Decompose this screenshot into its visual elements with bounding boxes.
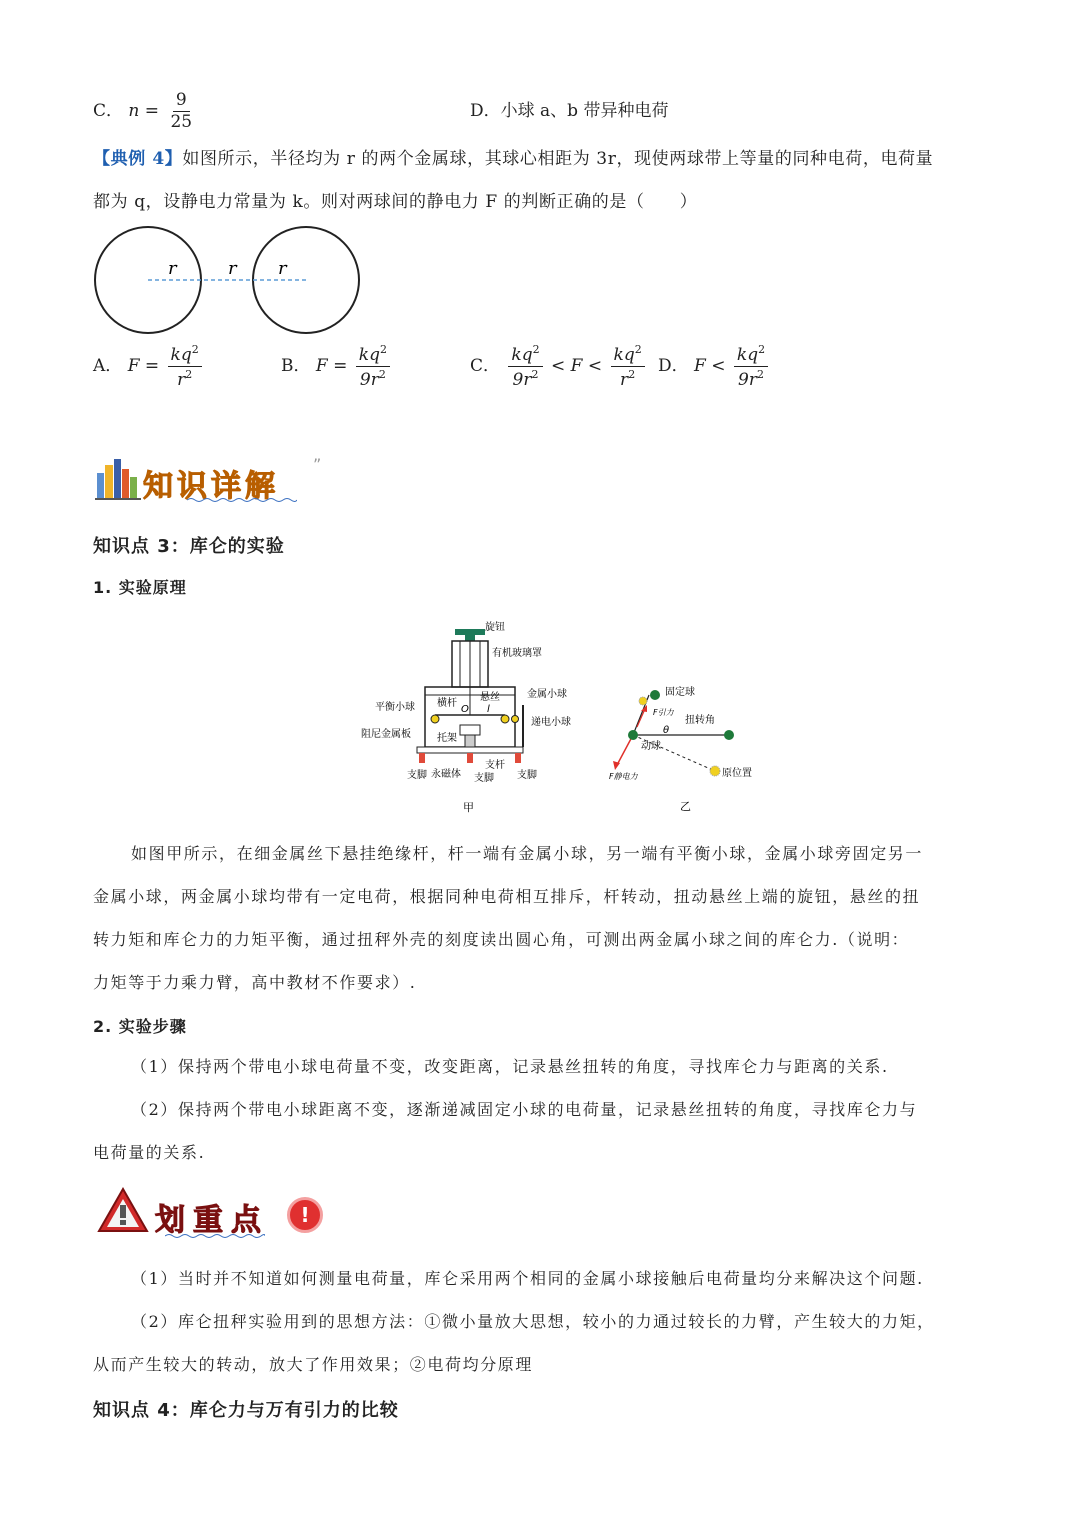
- denominator: 25: [170, 112, 193, 132]
- fraction: [734, 344, 768, 389]
- knowledge-banner-title: 知识详解: [143, 469, 279, 504]
- option-label: A．: [93, 356, 123, 376]
- label-l: l: [487, 704, 490, 715]
- label-fixed-ball: 固定球: [665, 687, 695, 698]
- option-d: [658, 344, 771, 389]
- numerator: [168, 344, 202, 367]
- variable-n: n: [128, 101, 140, 121]
- label-bracket: 托架: [437, 733, 457, 744]
- force-diagram: [605, 675, 770, 820]
- label-foot-mid: 支脚: [474, 773, 494, 784]
- prev-option-c: C． n = $\frac{9}{25}$: [93, 92, 198, 131]
- key-point-line: （2）库仑扭秤实验用到的思想方法：①微小量放大思想，较小的力通过较长的力臂，产生较大的力矩，: [131, 1312, 935, 1331]
- step-line: 电荷量的关系.: [93, 1143, 206, 1162]
- var-F: F: [570, 356, 583, 376]
- example4-line2: 都为 q，设静电力常量为 k。则对两球间的静电力 F 的判断正确的是（ ）: [93, 192, 698, 212]
- key-point-line: （1）当时并不知道如何测量电荷量，库仑采用两个相同的金属小球接触后电荷量均分来解决这个问题.: [131, 1269, 924, 1288]
- example4-line1: [93, 151, 933, 168]
- kp3-title: 知识点 3：库仑的实验: [93, 536, 285, 557]
- kp3-paragraph: [93, 832, 993, 1004]
- warning-icon: [97, 1187, 149, 1233]
- denominator: [510, 367, 542, 389]
- fraction: [167, 92, 195, 131]
- less-than: <: [711, 356, 726, 376]
- option-b: [281, 344, 393, 389]
- r: r: [177, 370, 186, 390]
- kq: kq: [736, 345, 759, 365]
- option-label: D．: [658, 356, 689, 376]
- label-crossbar: 横杆: [437, 698, 457, 709]
- exp: 2: [185, 368, 193, 381]
- kq: kq: [170, 345, 192, 365]
- denominator: [617, 367, 638, 389]
- numerator: [611, 344, 645, 367]
- radius-label-left: r: [168, 258, 177, 279]
- numerator: 9: [173, 92, 190, 112]
- option-label: C．: [470, 356, 501, 376]
- kp4-title: 知识点 4：库仑力与万有引力的比较: [93, 1400, 399, 1421]
- fraction-upper: [611, 344, 645, 389]
- exp: 2: [756, 368, 764, 381]
- equals: =: [144, 356, 160, 376]
- label-balance-ball: 平衡小球: [375, 702, 415, 713]
- denominator: [357, 367, 389, 389]
- numerator: [734, 344, 768, 367]
- gap-label: r: [228, 258, 237, 279]
- label-foot-left: 支脚: [407, 770, 427, 781]
- exp: 2: [758, 343, 766, 356]
- quote-icon: ”: [313, 455, 322, 474]
- label-moving-ball: 动球: [641, 741, 661, 752]
- r: r: [620, 370, 629, 390]
- var-F: F: [694, 356, 706, 376]
- kp3-sub1: 1. 实验原理: [93, 578, 187, 597]
- wavy-underline: [165, 1233, 265, 1239]
- var-F: F: [127, 356, 140, 376]
- kq: kq: [511, 345, 533, 365]
- torsion-balance-figure: [355, 615, 585, 820]
- option-a: [93, 344, 205, 389]
- two-spheres-figure: [90, 224, 370, 338]
- nine-r: 9r: [738, 370, 757, 390]
- numerator: [356, 344, 390, 367]
- fraction-lower: [508, 344, 542, 389]
- label-o: O: [461, 704, 469, 715]
- numerator: [508, 344, 542, 367]
- var-F: F: [315, 356, 328, 376]
- key-points-list: [93, 1257, 993, 1386]
- label-orig-pos: 原位置: [722, 768, 752, 779]
- less-than: <: [551, 356, 566, 376]
- label-f-gravity: F引力: [653, 708, 674, 717]
- exp: 2: [531, 368, 539, 381]
- label-cover: 有机玻璃罩: [492, 648, 542, 659]
- kq: kq: [358, 345, 380, 365]
- caption-jia: 甲: [463, 801, 474, 814]
- label-magnet: 永磁体: [431, 769, 461, 780]
- label-wire: 悬丝: [480, 692, 500, 703]
- wavy-underline: [187, 497, 297, 503]
- key-point-line: 从而产生较大的转动，放大了作用效果；②电荷均分原理: [93, 1355, 534, 1374]
- knowledge-banner: [95, 455, 345, 505]
- label-theta: θ: [663, 725, 670, 736]
- exp: 2: [628, 368, 636, 381]
- fraction: [168, 344, 202, 389]
- denominator: [735, 367, 767, 389]
- exp: 2: [634, 343, 642, 356]
- nine-r: 9r: [359, 370, 379, 390]
- equals: =: [333, 356, 348, 376]
- option-label: B．: [281, 356, 311, 376]
- kp3-sub2: 2. 实验步骤: [93, 1017, 187, 1036]
- label-f-electric: F静电力: [609, 772, 638, 781]
- step-line: （2）保持两个带电小球距离不变，逐渐递减固定小球的电荷量，记录悬丝扭转的角度，寻找库仑力与: [131, 1100, 918, 1119]
- label-metal-ball: 金属小球: [527, 689, 567, 700]
- example-text: 如图所示，半径均为 r 的两个金属球，其球心相距为 3r，现使两球带上等量的同种电荷，电荷量: [182, 149, 934, 169]
- books-icon: [95, 457, 141, 501]
- option-label: C．: [93, 101, 124, 121]
- option-c: [470, 344, 648, 389]
- para-line: 力矩等于力乘力臂，高中教材不作要求）.: [93, 973, 417, 992]
- para-line: 如图甲所示，在细金属丝下悬挂绝缘杆，杆一端有金属小球，另一端有平衡小球，金属小球旁固定另一: [131, 844, 924, 863]
- radius-label-right: r: [278, 258, 287, 279]
- caption-yi: 乙: [680, 800, 691, 813]
- nine-r: 9r: [512, 370, 532, 390]
- kp3-steps: [93, 1045, 993, 1174]
- exclamation-icon: !: [287, 1197, 323, 1233]
- denominator: [174, 367, 195, 389]
- label-transfer-ball: 递电小球: [531, 717, 571, 728]
- exp: 2: [532, 343, 540, 356]
- para-line: 金属小球，两金属小球均带有一定电荷，根据同种电荷相互排斥，杆转动，扭动悬丝上端的旋钮，悬丝的扭: [93, 887, 921, 906]
- exp: 2: [378, 368, 386, 381]
- fraction: [356, 344, 390, 389]
- exp: 2: [191, 343, 199, 356]
- label-knob: 旋钮: [485, 622, 505, 633]
- label-twist-angle: 扭转角: [685, 715, 715, 726]
- key-points-title: 划重点: [155, 1203, 269, 1238]
- kq: kq: [613, 345, 635, 365]
- para-line: 转力矩和库仑力的力矩平衡，通过扭秤外壳的刻度读出圆心角，可测出两金属小球之间的库仑力.（说明：: [93, 930, 910, 949]
- example-tag: 【典例 4】: [93, 149, 183, 169]
- label-foot-right: 支脚: [517, 770, 537, 781]
- label-support-rod: 支杆: [485, 760, 505, 771]
- label-damping-plate: 阻尼金属板: [361, 729, 411, 740]
- less-than: <: [587, 356, 603, 376]
- exp: 2: [379, 343, 387, 356]
- key-points-banner: [97, 1185, 337, 1241]
- prev-option-d: D．小球 a、b 带异种电荷: [470, 101, 669, 121]
- step-line: （1）保持两个带电小球电荷量不变，改变距离，记录悬丝扭转的角度，寻找库仑力与距离的关系.: [131, 1057, 889, 1076]
